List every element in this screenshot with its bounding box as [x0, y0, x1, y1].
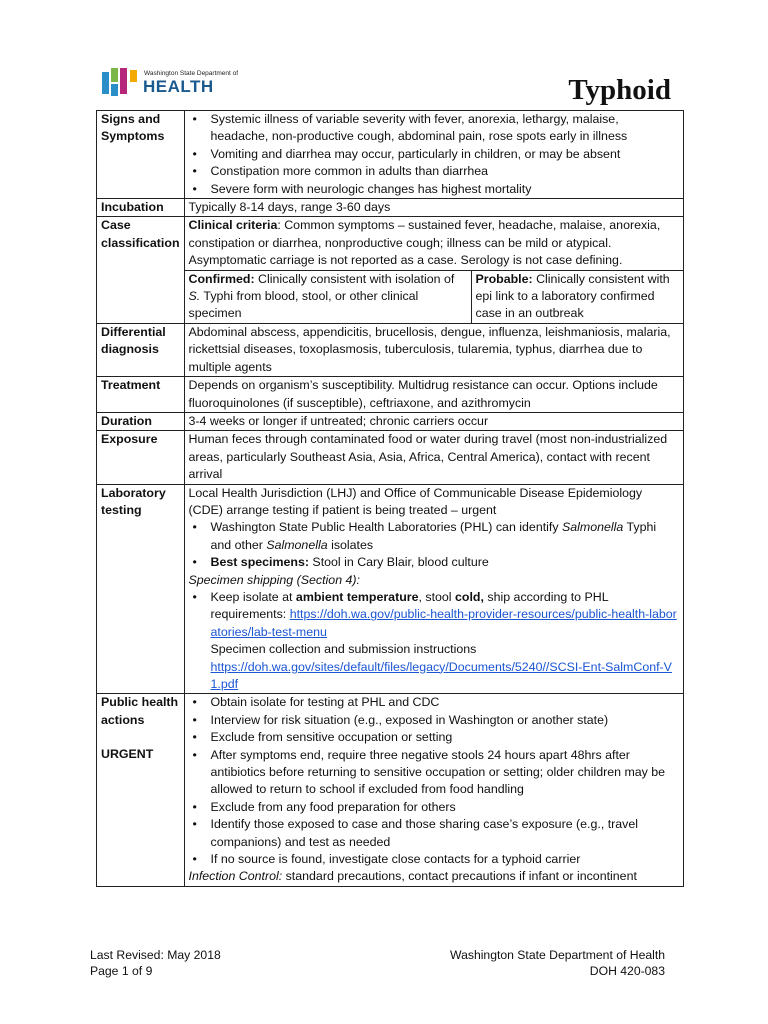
differential-text: Abdominal abscess, appendicitis, brucellosis, dengue, influenza, leishmaniosis, malaria, rickettsial diseases, toxoplasmosis, tuberculosis, tularemia, typhus, diarrhea due to multiple agents	[184, 323, 684, 376]
case-subtable	[185, 270, 684, 323]
list-item: • Constipation more common in adults than diarrhea	[189, 163, 680, 180]
confirmed-cell	[185, 270, 472, 323]
row-incubation	[97, 199, 684, 217]
confirmed-label: Confirmed:	[188, 271, 255, 286]
signs-list	[189, 111, 680, 198]
list-item	[189, 589, 680, 693]
label-exposure: Exposure	[97, 431, 185, 484]
list-item: • Systemic illness of variable severity with fever, anorexia, lethargy, malaise, headache, non-productive cough, abdominal pain, rose spots early in illness	[189, 111, 680, 146]
best-text: Stool in Cary Blair, blood culture	[308, 555, 489, 570]
ic-label: Infection Control:	[188, 869, 283, 884]
logo-org-text: Washington State Department of	[144, 70, 239, 77]
probable-cell	[471, 270, 683, 323]
row-differential	[97, 323, 684, 376]
list-item: • Interview for risk situation (e.g., exposed in Washington or another state)	[189, 712, 680, 729]
public-label: Public health actions	[101, 695, 179, 727]
list-item: • Exclude from sensitive occupation or setting	[189, 729, 680, 746]
list-item	[189, 554, 680, 571]
label-treatment: Treatment	[97, 377, 185, 413]
page-number: Page 1 of 9	[90, 964, 153, 978]
urgent-label: URGENT	[101, 747, 154, 762]
public-content	[184, 694, 684, 886]
row-exposure	[97, 431, 684, 484]
row-case	[97, 217, 684, 323]
last-revised: Last Revised: May 2018	[90, 948, 221, 962]
clinical-text: : Common symptoms – sustained fever, headache, malaise, anorexia, constipation or diarrhea, nonproductive cough; illness can be mild or atypical. Asymptomatic carriage is not reported as a case. Serology is not case defining.	[188, 218, 661, 268]
phl-text-3: isolates	[327, 537, 374, 552]
list-item: • Severe form with neurologic changes has highest mortality	[189, 181, 680, 198]
label-differential: Differential diagnosis	[97, 323, 185, 376]
lab-intro: Local Health Jurisdiction (LHJ) and Office of Communicable Disease Epidemiology (CDE) arrange testing if patient is being treated – urgent	[188, 485, 643, 517]
lab-content	[184, 484, 684, 694]
doc-number: DOH 420-083	[589, 964, 665, 978]
shipping-heading: Specimen shipping (Section 4):	[188, 572, 360, 587]
scsi-link[interactable]: https://doh.wa.gov/sites/default/files/legacy/Documents/5240//SCSI-Ent-SalmConf-V1.pdf	[210, 659, 672, 691]
clinical-label: Clinical criteria	[188, 218, 278, 233]
exposure-text: Human feces through contaminated food or water during travel (most non-industrialized areas, particularly Southeast Asia, Asia, Africa, Central America), contact with recent arrival	[184, 431, 684, 484]
phl-text: Washington State Public Health Laboratories (PHL) can identify	[210, 520, 562, 535]
fact-sheet-table	[96, 110, 684, 887]
phl-text-2: Typhi and other	[210, 520, 657, 552]
label-lab: Laboratory testing	[97, 484, 185, 694]
list-item: • If no source is found, investigate close contacts for a typhoid carrier	[189, 851, 680, 868]
signs-content	[184, 111, 684, 199]
row-signs	[97, 111, 684, 199]
keep-bold-2: cold,	[455, 589, 484, 604]
label-duration: Duration	[97, 412, 185, 430]
label-signs: Signs and Symptoms	[97, 111, 185, 199]
probable-text: Clinically consistent with epi link to a laboratory confirmed case in an outbreak	[475, 271, 670, 321]
row-treatment	[97, 377, 684, 413]
list-item: • Exclude from any food preparation for others	[189, 799, 680, 816]
shipping-list	[189, 589, 680, 693]
row-public	[97, 694, 684, 886]
duration-text: 3-4 weeks or longer if untreated; chronic carriers occur	[184, 412, 684, 430]
species-italic: S.	[188, 289, 201, 304]
infection-control	[189, 868, 680, 885]
case-content	[184, 217, 684, 323]
footer-left	[90, 947, 221, 979]
keep-text: Keep isolate at	[210, 589, 296, 604]
best-label: Best specimens:	[210, 555, 309, 570]
salmonella-italic-2: Salmonella	[266, 537, 328, 552]
footer-dept: Washington State Department of Health	[450, 948, 665, 962]
confirmed-text: Clinically consistent with isolation of	[254, 271, 455, 286]
probable-label: Probable:	[475, 271, 533, 286]
list-item: • Obtain isolate for testing at PHL and CDC	[189, 694, 680, 711]
treatment-text: Depends on organism’s susceptibility. Multidrug resistance can occur. Options include fluoroquinolones (if susceptible), ceftriaxone, and azithromycin	[184, 377, 684, 413]
clinical-criteria	[189, 217, 680, 269]
collection-text: Specimen collection and submission instructions	[210, 642, 477, 657]
footer-right	[450, 947, 665, 979]
keep-bold: ambient temperature	[295, 589, 419, 604]
confirmed-text-2: Typhi from blood, stool, or other clinical specimen	[188, 289, 419, 321]
keep-text-2: , stool	[418, 589, 456, 604]
lab-list	[189, 519, 680, 571]
salmonella-italic: Salmonella	[561, 520, 624, 535]
keep-text-3: ship according to PHL requirements:	[210, 589, 609, 622]
ic-text: standard precautions, contact precautions if infant or incontinent	[282, 869, 637, 884]
list-item: • Identify those exposed to case and those sharing case’s exposure (e.g., travel companions) and test as needed	[189, 816, 680, 851]
row-duration	[97, 412, 684, 430]
label-incubation: Incubation	[97, 199, 185, 217]
public-list	[189, 694, 680, 868]
lab-test-menu-link[interactable]: https://doh.wa.gov/public-health-provider-resources/public-health-laboratories/lab-test-menu	[210, 607, 677, 639]
row-lab	[97, 484, 684, 694]
logo-health-text: HEALTH	[143, 77, 214, 96]
list-item: • After symptoms end, require three negative stools 24 hours apart 48hrs after antibiotics before returning to sensitive occupation or setting; older children may be allowed to return to school if excluded from food handling	[189, 747, 680, 799]
label-public	[97, 694, 185, 886]
list-item	[189, 519, 680, 554]
list-item: • Vomiting and diarrhea may occur, particularly in children, or may be absent	[189, 146, 680, 163]
label-case: Case classification	[97, 217, 185, 323]
incubation-text: Typically 8-14 days, range 3-60 days	[184, 199, 684, 217]
page-title: Typhoid	[568, 74, 671, 106]
